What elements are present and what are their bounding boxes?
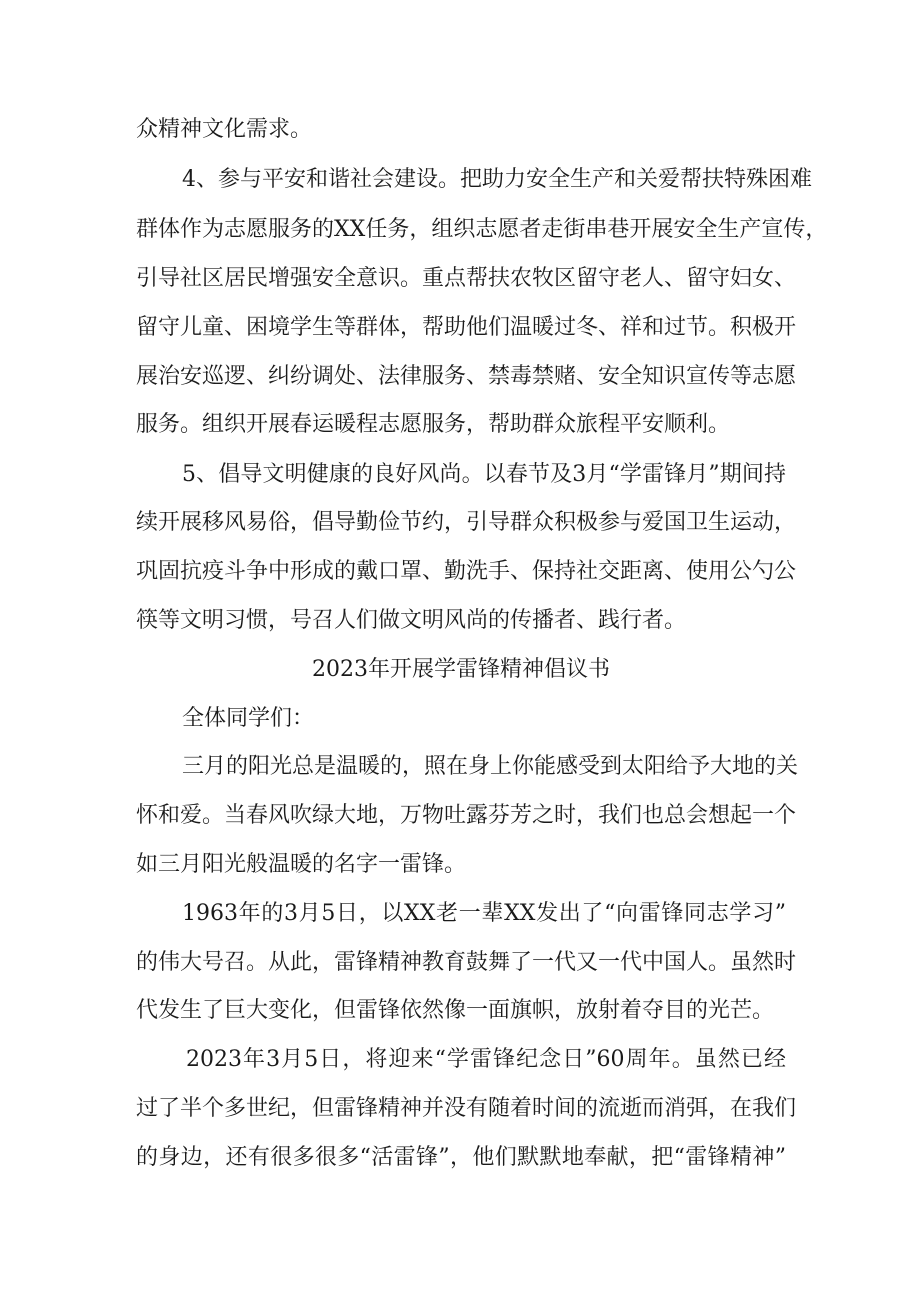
text-line: 代发生了巨大变化，但雷锋依然像一面旗帜，放射着夺目的光芒。 xyxy=(136,998,775,1023)
text-line: 展治安巡逻、纠纷调处、法律服务、禁毒禁赌、安全知识宣传等志愿 xyxy=(136,364,797,389)
text-line: 的伟大号召。从此，雷锋精神教育鼓舞了一代又一代中国人。虽然时 xyxy=(136,950,797,975)
text-line: 引导社区居民增强安全意识。重点帮扶农牧区留守老人、留守妇女、 xyxy=(136,266,797,291)
text-line: 的身边，还有很多很多“活雷锋”，他们默默地奉献，把“雷锋精神” xyxy=(136,1145,786,1170)
text-line: 如三月阳光般温暖的名字一雷锋。 xyxy=(136,852,467,877)
text-line: 过了半个多世纪，但雷锋精神并没有随着时间的流逝而消弭，在我们 xyxy=(136,1096,797,1121)
paragraph-4-heading: 4、参与平安和谐社会建设。把助力安全生产和关爱帮扶特殊困难 xyxy=(182,167,812,192)
text-line: 筷等文明习惯，号召人们做文明风尚的传播者、践行者。 xyxy=(136,608,687,633)
text-line: 怀和爱。当春风吹绿大地，万物吐露芬芳之时，我们也总会想起一个 xyxy=(136,803,797,828)
text-line: 留守儿童、困境学生等群体，帮助他们温暖过冬、祥和过节。积极开 xyxy=(136,315,797,340)
paragraph-5-heading: 5、倡导文明健康的良好风尚。以春节及3月“学雷锋月”期间持 xyxy=(182,462,786,487)
text-line: 2023年3月5日，将迎来“学雷锋纪念日”60周年。虽然已经 xyxy=(186,1047,786,1072)
text-line: 三月的阳光总是温暖的，照在身上你能感受到太阳给予大地的关 xyxy=(182,754,799,779)
text-line: 巩固抗疫斗争中形成的戴口罩、勤洗手、保持社交距离、使用公勺公 xyxy=(136,559,797,584)
text-line: 1963年的3月5日，以XX老一辈XX发出了“向雷锋同志学习” xyxy=(182,901,786,926)
salutation: 全体同学们： xyxy=(182,706,315,731)
text-line: 群体作为志愿服务的XX任务，组织志愿者走街串巷开展安全生产宣传， xyxy=(136,217,828,242)
text-line: 众精神文化需求。 xyxy=(136,117,313,142)
text-line: 续开展移风易俗，倡导勤俭节约，引导群众积极参与爱国卫生运动， xyxy=(136,510,797,535)
text-line: 服务。组织开展春运暖程志愿服务，帮助群众旅程平安顺利。 xyxy=(136,412,731,437)
document-title: 2023年开展学雷锋精神倡议书 xyxy=(312,657,610,682)
